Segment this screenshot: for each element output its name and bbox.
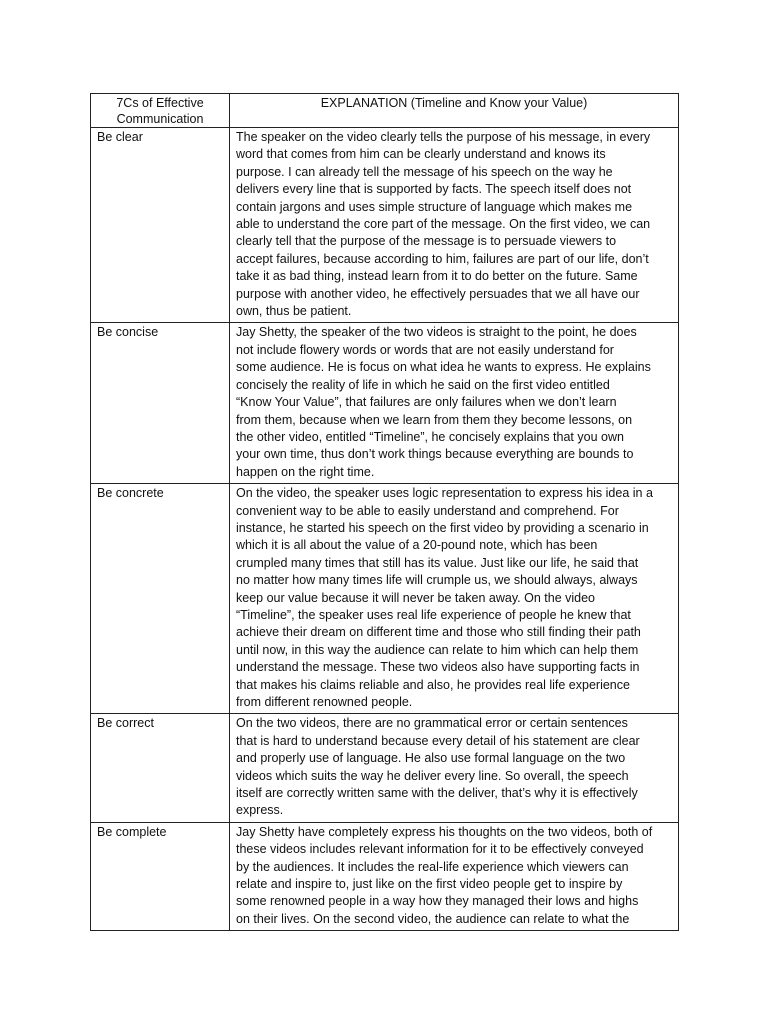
- text-line: “Timeline”, the speaker uses real life experience of people he knew that: [236, 607, 631, 622]
- text-line: until now, in this way the audience can relate to him which can help them: [236, 642, 639, 657]
- table-row: [91, 822, 679, 930]
- text-line: On the two videos, there are no grammatical error or certain sentences: [236, 716, 628, 731]
- row-label-be-complete: Be complete: [91, 822, 230, 930]
- text-line: by the audiences. It includes the real-life experience which viewers can: [236, 859, 629, 874]
- header-7cs-line: 7Cs of Effective: [116, 96, 204, 110]
- text-line: express.: [236, 803, 284, 818]
- text-line: achieve their dream on different time and those who still finding their path: [236, 625, 641, 640]
- text-line: keep our value because it will never be taken away. On the video: [236, 590, 596, 605]
- text-line: purpose. I can already tell the message of his speech on the way he: [236, 164, 613, 179]
- text-line: your own time, thus don’t work things because everything are bounds to: [236, 447, 634, 462]
- text-line: “Know Your Value”, that failures are only failures when we don’t learn: [236, 395, 617, 410]
- text-line: purpose with another video, he effectively persuades that we all have our: [236, 286, 640, 301]
- header-explanation: EXPLANATION (Timeline and Know your Value): [230, 94, 679, 128]
- text-line: Jay Shetty have completely express his thoughts on the two videos, both of: [236, 824, 653, 839]
- row-explanation-be-clear: [230, 128, 679, 323]
- row-explanation-be-concrete: [230, 484, 679, 714]
- table-row: [91, 128, 679, 323]
- text-line: that makes his claims reliable and also, he provides real life experience: [236, 677, 630, 692]
- row-label-be-concrete: Be concrete: [91, 484, 230, 714]
- text-line: Jay Shetty, the speaker of the two videos is straight to the point, he does: [236, 325, 637, 340]
- text-line: from different renowned people.: [236, 695, 413, 709]
- text-line: videos which suits the way he deliver every line. So overall, the speech: [236, 768, 629, 783]
- text-line: The speaker on the video clearly tells the purpose of his message, in every: [236, 130, 651, 144]
- text-line: these videos includes relevant information for it to be effectively conveyed: [236, 842, 644, 857]
- text-line: no matter how many times life will crumple us, we should always, always: [236, 573, 638, 588]
- header-7cs-line: Communication: [116, 112, 204, 126]
- text-line: concisely the reality of life in which he said on the first video entitled: [236, 377, 610, 392]
- header-7cs: [91, 94, 230, 128]
- text-line: understand the message. These two videos also have supporting facts in: [236, 660, 640, 675]
- text-line: own, thus be patient.: [236, 304, 352, 319]
- row-label-be-concise: Be concise: [91, 323, 230, 484]
- text-line: contain jargons and uses simple structure of language which makes me: [236, 199, 633, 214]
- row-label-be-correct: Be correct: [91, 714, 230, 822]
- text-line: that is hard to understand because every detail of his statement are clear: [236, 733, 640, 748]
- text-line: crumpled many times that still has its value. Just like our life, he said that: [236, 555, 639, 570]
- text-line: not include flowery words or words that are not easily understand for: [236, 342, 614, 357]
- row-explanation-be-concise: [230, 323, 679, 484]
- text-line: some audience. He is focus on what idea he wants to express. He explains: [236, 360, 651, 375]
- text-line: on their lives. On the second video, the audience can relate to what the: [236, 911, 630, 926]
- text-line: able to understand the core part of the message. On the first video, we can: [236, 217, 651, 232]
- text-line: instance, he started his speech on the first video by providing a scenario in: [236, 520, 649, 535]
- text-line: take it as bad thing, instead learn from it to do better on the future. Same: [236, 269, 638, 284]
- text-line: delivers every line that is supported by facts. The speech itself does not: [236, 182, 632, 197]
- text-line: On the video, the speaker uses logic representation to express his idea in a: [236, 486, 653, 501]
- row-explanation-be-complete: [230, 822, 679, 930]
- row-label-be-clear: Be clear: [91, 128, 230, 323]
- row-explanation-be-correct: [230, 714, 679, 822]
- text-line: clearly tell that the purpose of the message is to persuade viewers to: [236, 234, 617, 249]
- table-header-row: [91, 94, 679, 128]
- text-line: relate and inspire to, just like on the first video people get to inspire by: [236, 877, 623, 892]
- text-line: some renowned people in a way how they managed their lows and highs: [236, 894, 639, 909]
- text-line: itself are correctly written same with the deliver, that’s why it is effectively: [236, 786, 638, 801]
- text-line: and properly use of language. He also use formal language on the two: [236, 751, 626, 766]
- seven-cs-table: [90, 93, 679, 931]
- text-line: the other video, entitled “Timeline”, he concisely explains that you own: [236, 429, 624, 444]
- text-line: convenient way to be able to easily understand and comprehend. For: [236, 503, 619, 518]
- text-line: from them, because when we learn from them they become lessons, on: [236, 412, 633, 427]
- table-row: [91, 714, 679, 822]
- text-line: happen on the right time.: [236, 464, 375, 479]
- text-line: word that comes from him can be clearly understand and knows its: [236, 147, 606, 162]
- text-line: accept failures, because according to him, failures are part of our life, don’t: [236, 251, 649, 266]
- table-row: [91, 484, 679, 714]
- table-row: [91, 323, 679, 484]
- text-line: which it is all about the value of a 20-pound note, which has been: [236, 538, 598, 553]
